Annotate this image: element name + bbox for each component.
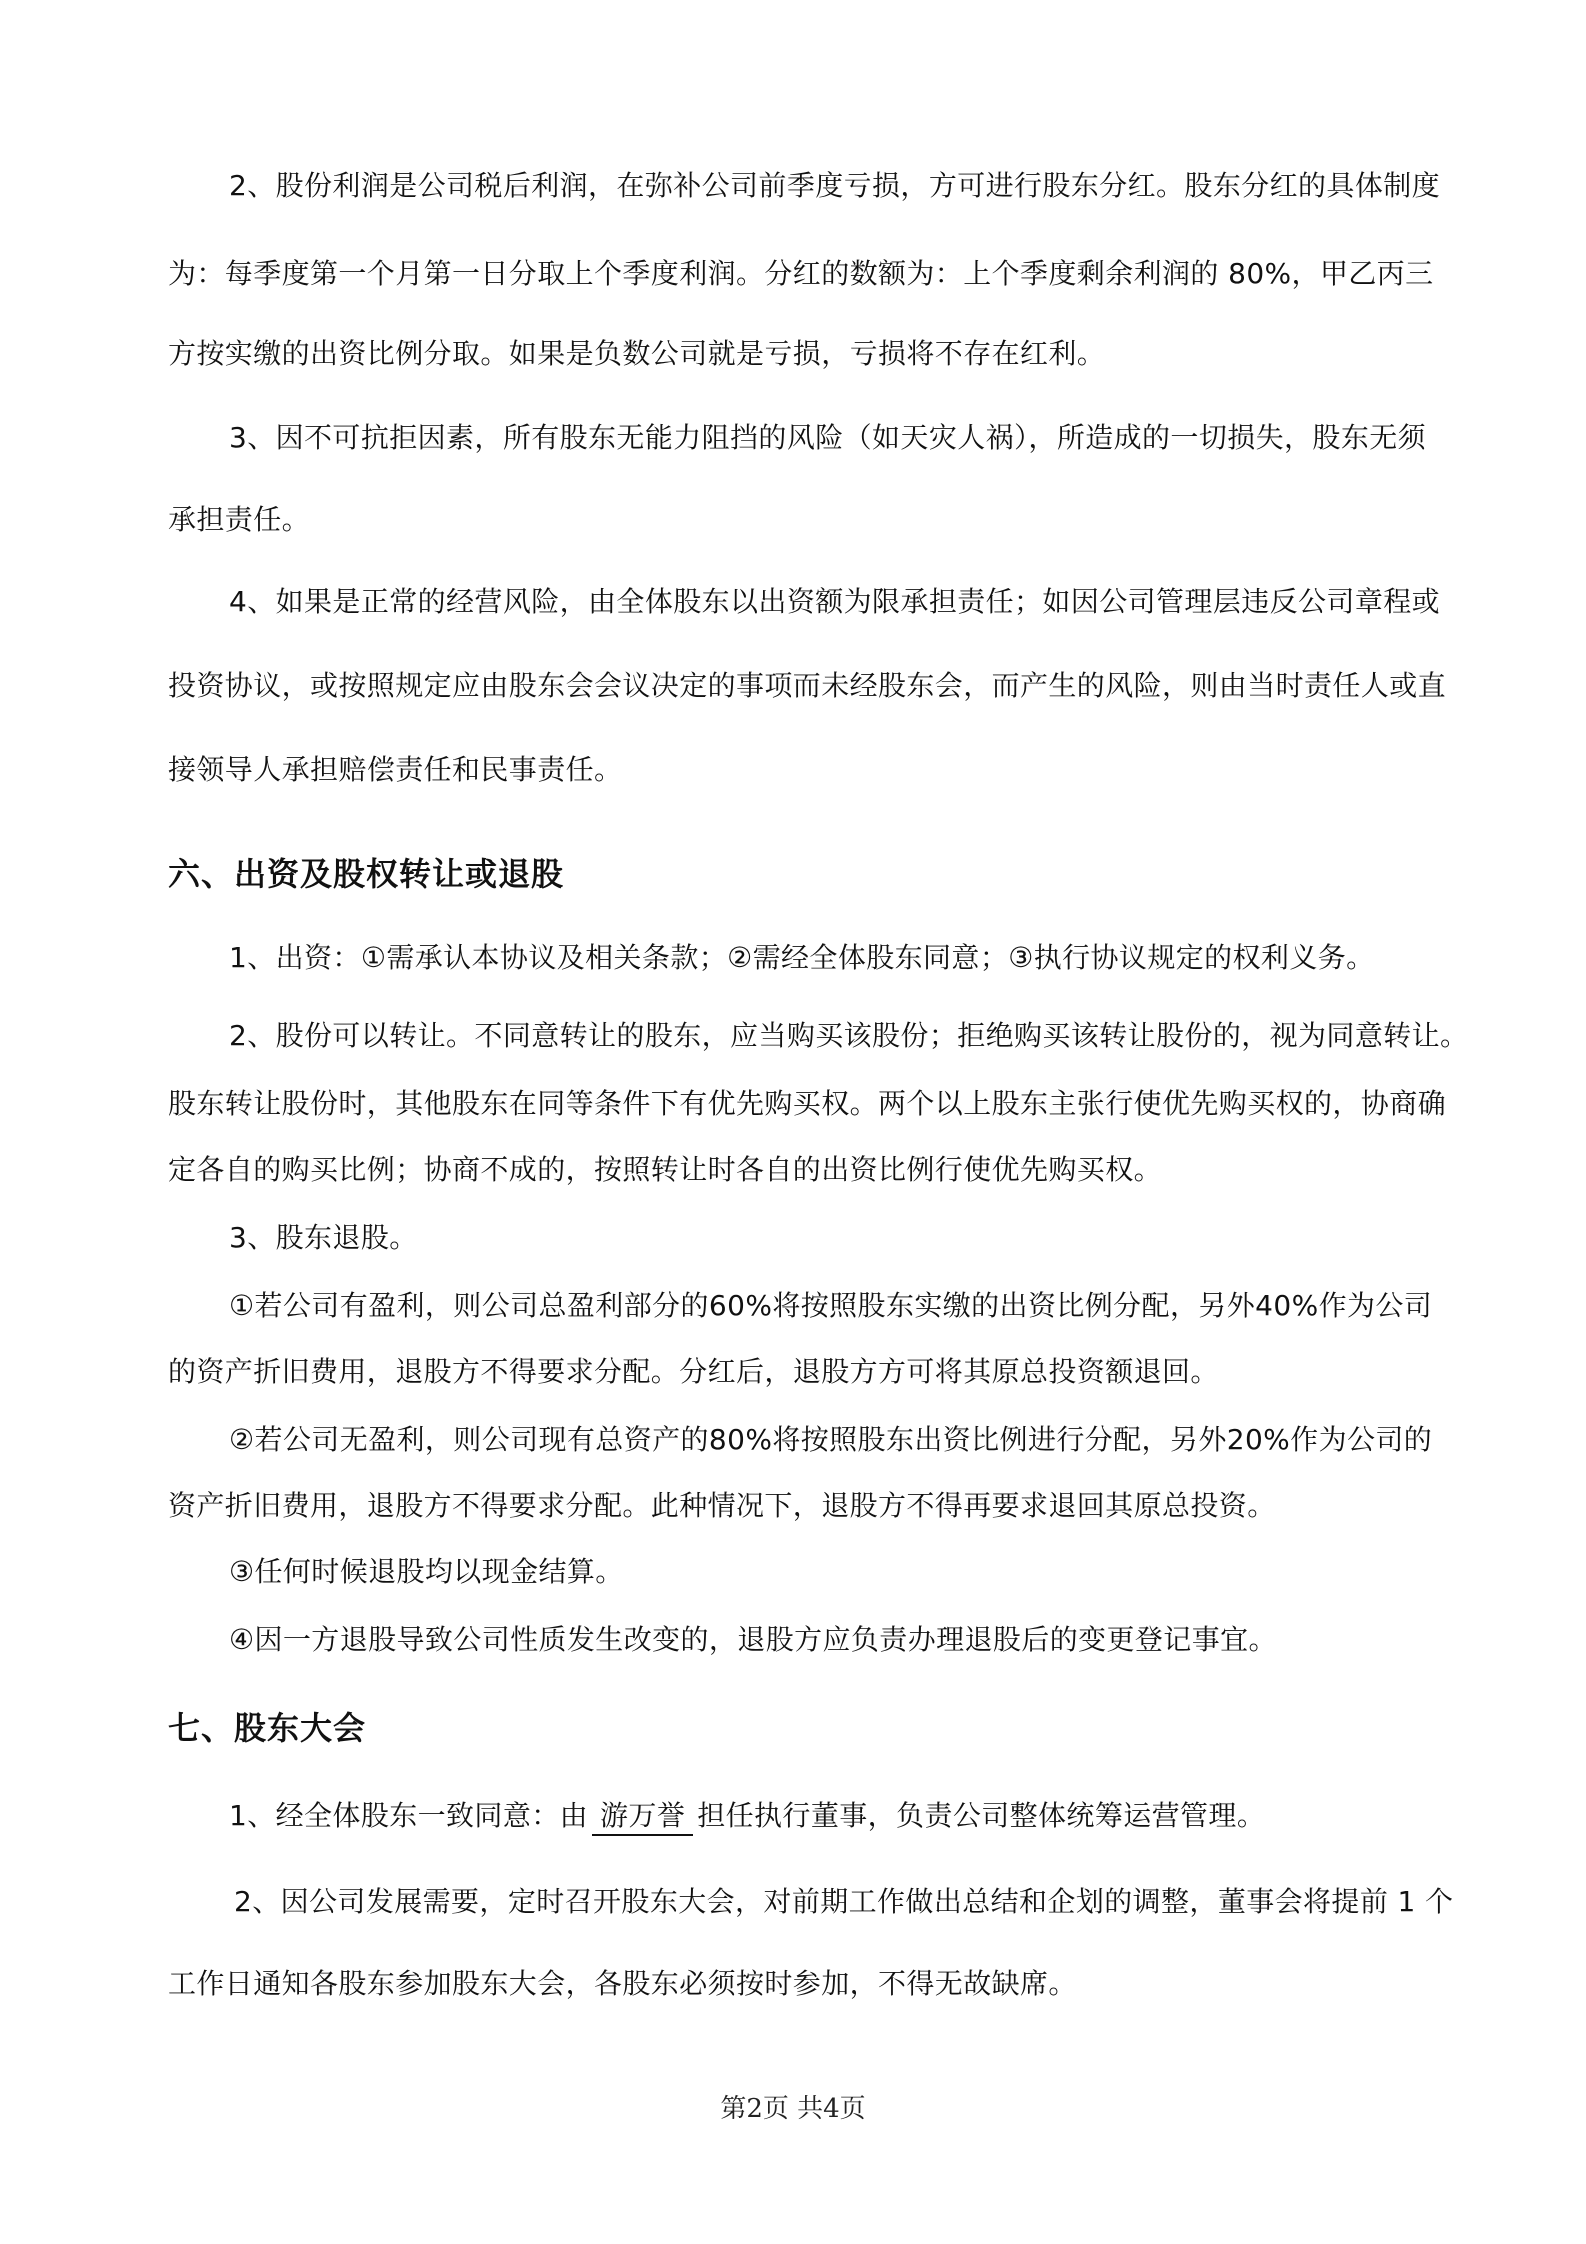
- paragraph-line: 3、股东退股。: [229, 1221, 418, 1254]
- paragraph-line: ④因一方退股导致公司性质发生改变的，退股方应负责办理退股后的变更登记事宜。: [229, 1623, 1277, 1656]
- paragraph-line: 1、出资：①需承认本协议及相关条款；②需经全体股东同意；③执行协议规定的权利义务。: [229, 941, 1375, 974]
- paragraph-line: 定各自的购买比例；协商不成的，按照转让时各自的出资比例行使优先购买权。: [168, 1153, 1163, 1186]
- paragraph-line: ②若公司无盈利，则公司现有总资产的80%将按照股东出资比例进行分配，另外20%作为公司的: [229, 1423, 1433, 1456]
- paragraph-line: 投资协议，或按照规定应由股东会会议决定的事项而未经股东会，而产生的风险，则由当时责任人或直: [168, 669, 1447, 702]
- appointment-text-prefix: 1、经全体股东一致同意：由: [229, 1799, 589, 1832]
- paragraph-line: 方按实缴的出资比例分取。如果是负数公司就是亏损，亏损将不存在红利。: [168, 337, 1106, 370]
- paragraph-line: 3、因不可抗拒因素，所有股东无能力阻挡的风险（如天灾人祸），所造成的一切损失，股东无须: [229, 421, 1427, 454]
- paragraph-line: 为：每季度第一个月第一日分取上个季度利润。分红的数额为：上个季度剩余利润的 80%，甲乙丙三: [168, 257, 1434, 290]
- paragraph-line: 承担责任。: [168, 503, 311, 536]
- director-name-field: 游万誉: [592, 1798, 693, 1836]
- paragraph-line: 2、股份可以转让。不同意转让的股东，应当购买该股份；拒绝购买该转让股份的，视为同意转让。: [229, 1019, 1469, 1052]
- paragraph-line: [229, 1796, 1265, 1836]
- page-number: 第2页 共4页: [720, 2094, 866, 2124]
- paragraph-line: ③任何时候退股均以现金结算。: [229, 1555, 624, 1588]
- paragraph-line: ①若公司有盈利，则公司总盈利部分的60%将按照股东实缴的出资比例分配，另外40%作为公司: [229, 1289, 1433, 1322]
- appointment-text-suffix: 担任执行董事，负责公司整体统筹运营管理。: [697, 1799, 1266, 1832]
- paragraph-line: 股东转让股份时，其他股东在同等条件下有优先购买权。两个以上股东主张行使优先购买权的，协商确: [168, 1087, 1447, 1120]
- paragraph-line: 的资产折旧费用，退股方不得要求分配。分红后，退股方方可将其原总投资额退回。: [168, 1355, 1219, 1388]
- paragraph-line: 2、因公司发展需要，定时召开股东大会，对前期工作做出总结和企划的调整，董事会将提前 1 个: [234, 1885, 1454, 1918]
- paragraph-line: 2、股份利润是公司税后利润，在弥补公司前季度亏损，方可进行股东分红。股东分红的具体制度: [229, 169, 1441, 202]
- paragraph-line: 4、如果是正常的经营风险，由全体股东以出资额为限承担责任；如因公司管理层违反公司章程或: [229, 585, 1441, 618]
- paragraph-line: 工作日通知各股东参加股东大会，各股东必须按时参加，不得无故缺席。: [168, 1967, 1077, 2000]
- paragraph-line: 资产折旧费用，退股方不得要求分配。此种情况下，退股方不得再要求退回其原总投资。: [168, 1489, 1276, 1522]
- paragraph-line: 接领导人承担赔偿责任和民事责任。: [168, 753, 623, 786]
- section-heading: 六、出资及股权转让或退股: [168, 855, 565, 893]
- section-heading: 七、股东大会: [168, 1709, 367, 1747]
